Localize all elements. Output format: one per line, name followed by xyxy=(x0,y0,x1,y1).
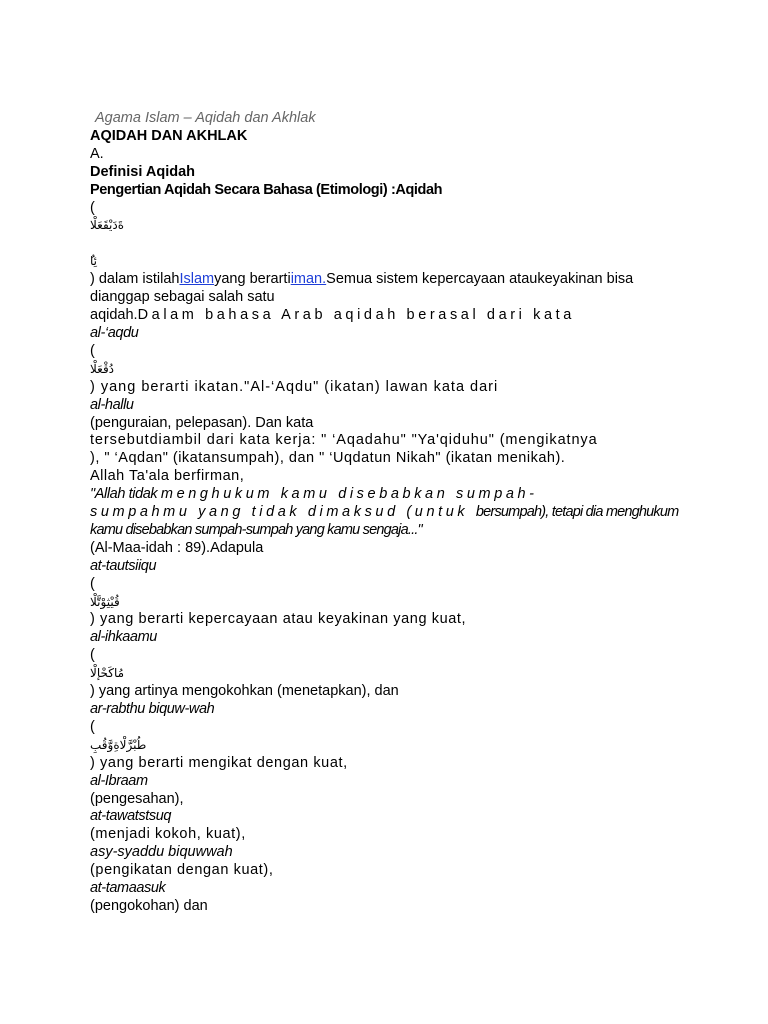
term-at-tautsiiqu: at-tautsiiqu xyxy=(90,557,157,574)
paren-open-2: ( xyxy=(90,342,95,359)
link-iman[interactable]: iman. xyxy=(290,271,327,288)
text-line: (pengesahan), xyxy=(90,790,184,807)
subtitle: Pengertian Aqidah Secara Bahasa (Etimologi) :Aqidah xyxy=(90,181,443,198)
link-islam[interactable]: Islam xyxy=(179,271,215,288)
arabic-fragment: ُئِا xyxy=(90,254,97,269)
document-header: Agama Islam – Aqidah dan Akhlak xyxy=(95,110,316,126)
text-line: ), " ‘Aqdan" (ikatansumpah), dan " ‘Uqdatun Nikah" (ikatan menikah). xyxy=(90,450,566,467)
term-al-ihkaamu: al-ihkaamu xyxy=(90,629,157,646)
text-line: (Al-Maa-idah : 89).Adapula xyxy=(90,539,264,556)
text-span: bersumpah), tetapi dia menghukum xyxy=(475,504,679,521)
text-line: (menjadi kokoh, kuat), xyxy=(90,826,246,843)
arabic-al-ihkaamu: مُاكَحْإلْا xyxy=(90,666,125,681)
text-span: aqidah. xyxy=(90,307,138,324)
text-line: (pengikatan dengan kuat), xyxy=(90,862,274,879)
arabic-al-aqdu: دُقْعَلْا xyxy=(90,361,115,376)
text-line: (penguraian, pelepasan). Dan kata xyxy=(90,414,314,431)
text-line: Allah Ta'ala berfirman, xyxy=(90,468,245,485)
document-body xyxy=(90,110,690,916)
paren-open-1: ( xyxy=(90,199,95,216)
term-al-aqdu: al-‘aqdu xyxy=(90,324,139,341)
text-line xyxy=(90,307,690,325)
text-span: "Allah tidak xyxy=(90,486,161,503)
term-at-tamaasuk: at-tamaasuk xyxy=(90,880,166,897)
text-line: (pengokohan) dan xyxy=(90,897,208,914)
section-letter: A. xyxy=(90,145,104,162)
text-span: menghukum kamu disebabkan sumpah- xyxy=(160,486,538,503)
quote-line xyxy=(90,504,690,522)
text-line xyxy=(90,271,690,289)
arabic-ar-rabthu: طُبْرَّلْاةِوَّقُبِ xyxy=(90,737,147,752)
text-span: Semua sistem kepercayaan ataukeyakinan bisa xyxy=(326,271,634,288)
text-line: ) yang berarti mengikat dengan kuat, xyxy=(90,754,348,771)
text-span: yang berarti xyxy=(214,271,291,288)
quote-line xyxy=(90,486,690,504)
term-asy-syaddu: asy-syaddu biquwwah xyxy=(90,844,233,861)
text-line: dianggap sebagai salah satu xyxy=(90,289,275,306)
term-al-hallu: al-hallu xyxy=(90,396,134,413)
text-line: ) yang artinya mengokohkan (menetapkan), dan xyxy=(90,683,399,700)
text-line: ) yang berarti kepercayaan atau keyakinan yang kuat, xyxy=(90,611,467,628)
document-title: AQIDAH DAN AKHLAK xyxy=(90,127,248,144)
text-span: ) dalam istilah xyxy=(90,271,180,288)
term-ar-rabthu: ar-rabthu biquw-wah xyxy=(90,701,215,717)
text-span: sumpahmu yang tidak dimaksud (untuk xyxy=(90,504,476,521)
term-al-ibraam: al-Ibraam xyxy=(90,772,148,789)
arabic-aqidah: ةَدَيْقَعَلْا xyxy=(90,218,124,233)
paren-open-5: ( xyxy=(90,718,95,735)
text-line: tersebutdiambil dari kata kerja: " ‘Aqadahu" "Ya'qiduhu" (mengikatnya xyxy=(90,432,598,449)
term-at-tawatstsuq: at-tawatstsuq xyxy=(90,808,172,825)
arabic-at-tautsiiqu: قُيْثِوْتَّلْا xyxy=(90,594,120,609)
text-span: Dalam bahasa Arab aqidah berasal dari kata xyxy=(137,307,575,324)
paren-open-3: ( xyxy=(90,575,95,592)
quote-line: kamu disebabkan sumpah-sumpah yang kamu sengaja..." xyxy=(90,521,422,538)
section-title: Definisi Aqidah xyxy=(90,163,195,180)
text-line: ) yang berarti ikatan."Al-‘Aqdu" (ikatan) lawan kata dari xyxy=(90,378,499,395)
paren-open-4: ( xyxy=(90,647,95,664)
